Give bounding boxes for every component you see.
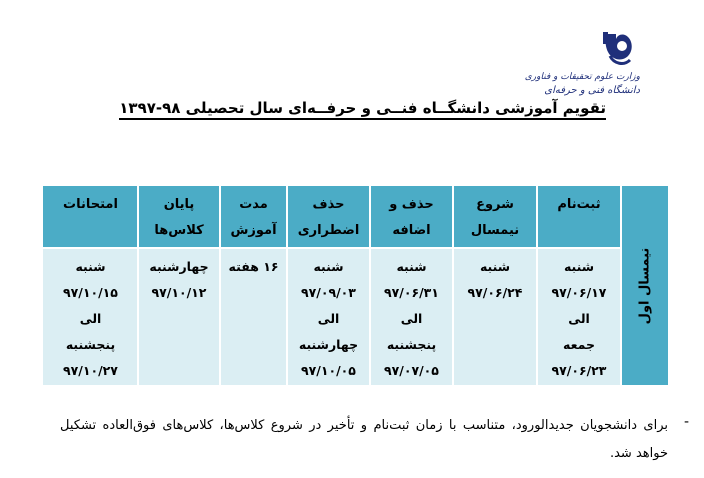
semester-label-cell: [621, 186, 668, 385]
cell-semester-start: شنبه ۹۷/۰۶/۲۴: [453, 248, 537, 385]
cell-add-drop: شنبه ۹۷/۰۶/۳۱ الی پنجشنبه ۹۷/۰۷/۰۵: [370, 248, 453, 385]
logo-mark-icon: [600, 30, 636, 70]
column-divider: [286, 186, 288, 385]
header-emergency-drop: حذف اضطراری: [287, 186, 370, 248]
cell-registration: شنبه ۹۷/۰۶/۱۷ الی جمعه ۹۷/۰۶/۲۳: [537, 248, 621, 385]
column-divider: [219, 186, 221, 385]
logo-university-text: دانشگاه فنی و حرفه‌ای: [544, 85, 640, 96]
header-duration: مدت آموزش: [220, 186, 287, 248]
column-divider: [369, 186, 371, 385]
header-add-drop: حذف و اضافه: [370, 186, 453, 248]
calendar-table: [43, 186, 668, 385]
header-registration: ثبت‌نام: [537, 186, 621, 248]
cell-duration: ۱۶ هفته: [220, 248, 287, 385]
row-divider: [43, 247, 621, 249]
note-bullet: -: [684, 414, 690, 430]
page-title: تقویم آموزشی دانشگــاه فنــی و حرفــه‌ای سال تحصیلی ۹۸-۱۳۹۷: [138, 99, 606, 121]
cell-classes-end: چهارشنبه ۹۷/۱۰/۱۲: [138, 248, 220, 385]
note-text: برای دانشجویان جدیدالورود، متناسب با زمان ثبت‌نام و تأخیر در شروع کلاس‌ها، کلاس‌های فوق‌العاده تشکیل خواهد شد.: [60, 418, 668, 461]
logo-ministry-text: وزارت علوم تحقیقات و فناوری: [524, 72, 640, 82]
column-divider: [620, 186, 622, 385]
column-divider: [536, 186, 538, 385]
header-semester-start: شروع نیمسال: [453, 186, 537, 248]
header-exams: امتحانات: [43, 186, 138, 248]
cell-exams: شنبه ۹۷/۱۰/۱۵ الی پنجشنبه ۹۷/۱۰/۲۷: [43, 248, 138, 385]
semester-label: نیمسال اول: [637, 247, 652, 324]
cell-emergency-drop: شنبه ۹۷/۰۹/۰۳ الی چهارشنبه ۹۷/۱۰/۰۵: [287, 248, 370, 385]
column-divider: [137, 186, 139, 385]
university-logo: [524, 28, 640, 100]
header-classes-end: پایان کلاس‌ها: [138, 186, 220, 248]
column-divider: [452, 186, 454, 385]
